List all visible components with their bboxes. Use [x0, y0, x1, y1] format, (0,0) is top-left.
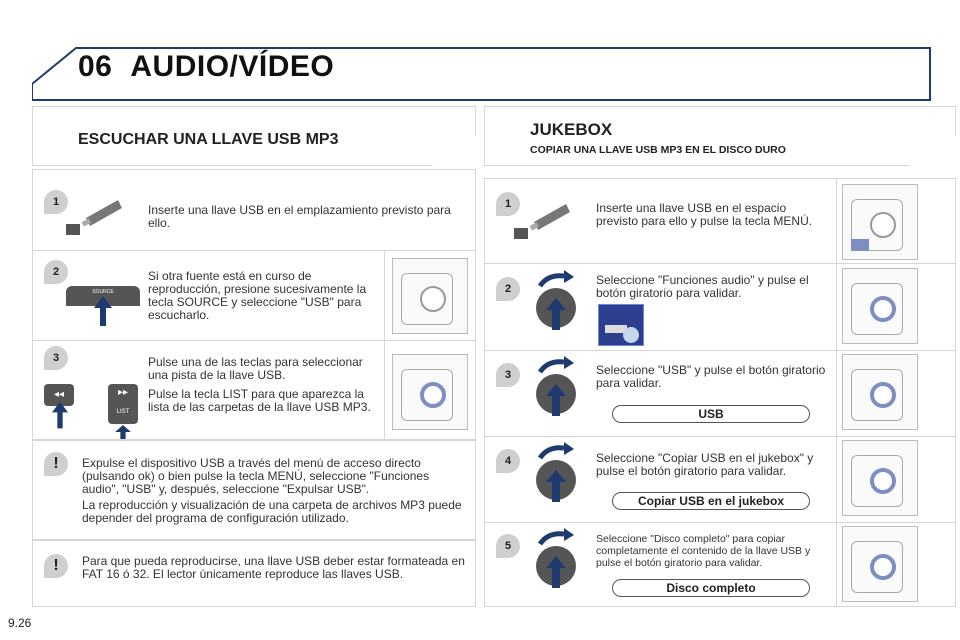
chapter-title: AUDIO/VÍDEO: [130, 50, 335, 83]
divider: [32, 340, 476, 341]
arrow-up-icon: [115, 425, 131, 439]
note-text: Expulse el dispositivo USB a través del menú de acceso directo (pulsando ok) o bien pulse la tecla MENÚ, seleccione "Funciones audio", "USB" y, después, seleccione "Expulsar USB".: [82, 456, 430, 496]
radio-panel-image: [392, 354, 468, 430]
divider: [484, 263, 956, 264]
step-text: Seleccione "Copiar USB en el jukebox" y pulse el botón giratorio para validar.: [596, 451, 814, 478]
step-text: Pulse una de las teclas para seleccionar una pista de la llave USB.: [148, 355, 363, 382]
page-title: [78, 50, 352, 84]
rotary-knob-icon: [534, 528, 578, 588]
step-text: Pulse la tecla LIST para que aparezca la lista de las carpetas de la llave USB MP3.: [148, 387, 371, 414]
rotary-knob-icon: [534, 270, 578, 330]
chapter-number: 06: [78, 50, 113, 83]
divider: [384, 250, 385, 440]
note-text: Para que pueda reproducirse, una llave USB deber estar formateada en FAT 16 ó 32. El lector únicamente reproduce las llaves USB.: [82, 554, 465, 581]
warning-icon: !: [44, 452, 68, 476]
radio-panel-image: [842, 184, 918, 260]
page-number: 9.26: [8, 616, 32, 630]
list-key-label: LIST: [116, 409, 130, 415]
right-section-subtitle: COPIAR UNA LLAVE USB MP3 EN EL DISCO DURO: [530, 144, 786, 156]
arrow-up-icon: [52, 400, 68, 430]
audio-functions-icon: [598, 304, 644, 346]
source-key: SOURCE: [66, 286, 140, 306]
next-track-key: ▸▸ LIST: [108, 384, 138, 424]
radio-panel-image: [392, 258, 468, 334]
divider: [484, 350, 956, 351]
step-badge: 4: [496, 449, 520, 473]
divider: [32, 250, 476, 251]
step-badge: 2: [44, 260, 68, 284]
step-badge: 3: [496, 363, 520, 387]
divider: [484, 522, 956, 523]
radio-panel-image: [842, 354, 918, 430]
step-text: Seleccione "USB" y pulse el botón giratorio para validar.: [596, 363, 826, 390]
step-text: Seleccione "Funciones audio" y pulse el botón giratorio para validar.: [596, 273, 809, 300]
arrow-up-icon: [94, 296, 112, 326]
left-section-title: ESCUCHAR UNA LLAVE USB MP3: [78, 131, 339, 148]
previous-track-key: ◂◂: [44, 384, 74, 406]
step-text: Inserte una llave USB en el espacio previsto para ello y pulse la tecla MENÚ.: [596, 201, 813, 228]
radio-panel-image: [842, 268, 918, 344]
step-text: Inserte una llave USB en el emplazamiento previsto para ello.: [148, 203, 451, 230]
divider: [836, 178, 837, 607]
menu-option-full-disk[interactable]: Disco completo: [612, 579, 810, 597]
step-badge: 3: [44, 346, 68, 370]
rotary-knob-icon: [534, 356, 578, 416]
menu-option-copy-usb[interactable]: Copiar USB en el jukebox: [612, 492, 810, 510]
usb-stick-icon: [510, 200, 570, 240]
warning-icon: !: [44, 554, 68, 578]
divider: [484, 436, 956, 437]
step-badge: 1: [496, 192, 520, 216]
step-text: Seleccione "Disco completo" para copiar completamente el contenido de la llave USB y pulse el botón giratorio para validar.: [596, 533, 811, 569]
step-badge: 5: [496, 534, 520, 558]
radio-panel-image: [842, 440, 918, 516]
radio-panel-image: [842, 526, 918, 602]
right-section-title: JUKEBOX: [530, 120, 613, 139]
usb-stick-icon: [62, 196, 122, 236]
rotary-knob-icon: [534, 442, 578, 502]
step-text: Si otra fuente está en curso de reproducción, presione sucesivamente la tecla SOURCE y seleccione "USB" para escucharlo.: [148, 269, 367, 322]
step-badge: 1: [44, 190, 68, 214]
menu-option-usb[interactable]: USB: [612, 405, 810, 423]
note-text: La reproducción y visualización de una carpeta de archivos MP3 puede depender del programa de configuración utilizado.: [82, 498, 462, 525]
step-badge: 2: [496, 277, 520, 301]
